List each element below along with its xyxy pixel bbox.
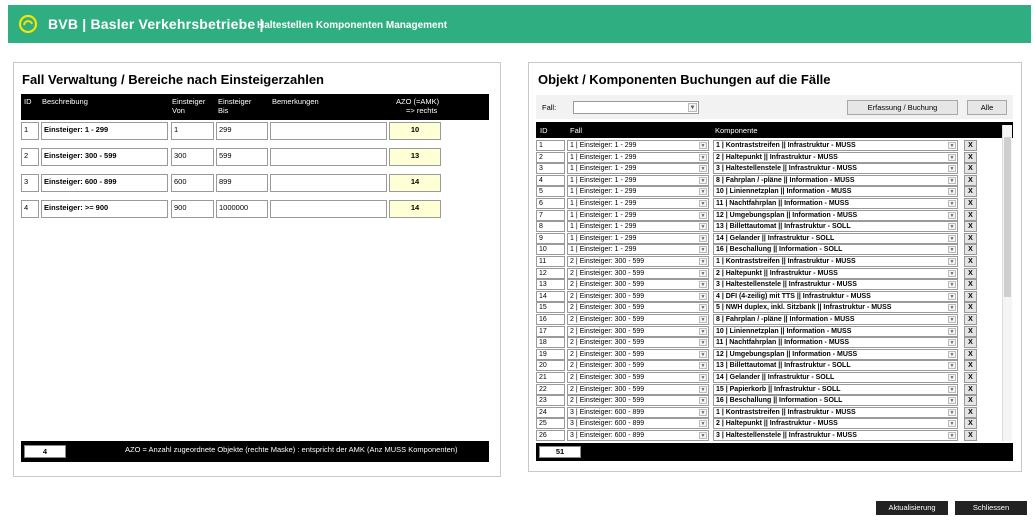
fall-beschreibung[interactable]: Einsteiger: >= 900 bbox=[41, 200, 168, 218]
buchung-id[interactable]: 6 bbox=[536, 198, 565, 209]
fall-count: 4 bbox=[24, 445, 66, 458]
filter-bar bbox=[536, 95, 1013, 119]
buchung-row bbox=[536, 314, 1006, 325]
buchung-row bbox=[536, 337, 1006, 348]
chevron-down-icon: ▼ bbox=[700, 375, 706, 381]
buchung-fall-value: 2 | Einsteiger: 300 - 599 bbox=[570, 258, 645, 265]
chevron-down-icon: ▼ bbox=[949, 305, 955, 312]
fall-verwaltung-panel bbox=[13, 62, 501, 477]
chevron-down-icon: ▼ bbox=[700, 386, 706, 393]
delete-button[interactable]: X bbox=[964, 395, 977, 406]
chevron-down-icon: ▼ bbox=[700, 235, 706, 242]
buchung-row bbox=[536, 140, 1006, 151]
buchung-id[interactable]: 1 bbox=[536, 140, 565, 151]
delete-button[interactable]: X bbox=[964, 326, 977, 337]
table-scrollbar[interactable] bbox=[1002, 125, 1012, 441]
buchung-id[interactable]: 16 bbox=[536, 314, 565, 325]
buchung-komponente-select[interactable] bbox=[713, 337, 958, 348]
chevron-down-icon: ▼ bbox=[700, 247, 706, 254]
chevron-down-icon: ▼ bbox=[949, 421, 955, 428]
col-von-1: Einsteiger bbox=[172, 97, 206, 106]
fall-azo: 14 bbox=[389, 174, 441, 192]
komponenten-buchungen-panel bbox=[528, 62, 1022, 472]
aktualisierung-button[interactable]: Aktualisierung bbox=[876, 501, 948, 515]
buchung-komponente-value: 14 | Gelander || Infrastruktur - SOLL bbox=[716, 234, 835, 242]
buchung-fall-select[interactable] bbox=[567, 430, 709, 441]
delete-button[interactable]: X bbox=[964, 337, 977, 348]
delete-button[interactable]: X bbox=[964, 210, 977, 221]
buchung-komponente-select[interactable] bbox=[713, 186, 958, 197]
chevron-down-icon: ▼ bbox=[700, 328, 706, 335]
fall-filter-label: Fall: bbox=[542, 103, 557, 112]
chevron-down-icon: ▼ bbox=[949, 201, 955, 207]
buchung-komponente-select[interactable] bbox=[713, 430, 958, 441]
fall-table-footer bbox=[21, 441, 489, 462]
buchung-fall-value: 2 | Einsteiger: 300 - 599 bbox=[570, 397, 645, 405]
buchung-id[interactable]: 13 bbox=[536, 279, 565, 290]
delete-button[interactable]: X bbox=[964, 198, 977, 209]
buchung-row bbox=[536, 175, 1006, 186]
buchung-fall-value: 1 | Einsteiger: 1 - 299 bbox=[570, 153, 637, 161]
chevron-down-icon: ▼ bbox=[700, 363, 706, 370]
fall-beschreibung[interactable]: Einsteiger: 1 - 299 bbox=[41, 122, 168, 140]
fall-bis[interactable]: 299 bbox=[216, 122, 268, 140]
buchung-fall-select[interactable] bbox=[567, 279, 709, 290]
fall-footer-note: AZO = Anzahl zugeordnete Objekte (rechte Maske) : entspricht der AMK (Anz MUSS Komponenten) bbox=[125, 445, 458, 454]
fall-id[interactable]: 1 bbox=[21, 122, 39, 140]
buchung-komponente-value: 4 | DFI (4-zeilig) mit TTS || Infrastruktur - MUSS bbox=[716, 292, 871, 300]
chevron-down-icon: ▼ bbox=[700, 293, 706, 300]
buchung-fall-value: 1 | Einsteiger: 1 - 299 bbox=[570, 165, 637, 173]
buchung-fall-select[interactable] bbox=[567, 152, 709, 163]
buchung-fall-value: 1 | Einsteiger: 1 - 299 bbox=[570, 188, 637, 196]
right-panel-title: Objekt / Komponenten Buchungen auf die Fälle bbox=[538, 72, 831, 87]
buchung-id[interactable]: 3 bbox=[536, 163, 565, 174]
chevron-down-icon: ▼ bbox=[949, 235, 955, 242]
buchung-row bbox=[536, 302, 1006, 313]
fall-von[interactable]: 600 bbox=[171, 174, 214, 192]
chevron-down-icon: ▼ bbox=[700, 143, 706, 149]
fall-table-header bbox=[21, 94, 489, 120]
buchung-komponente-select[interactable] bbox=[713, 314, 958, 325]
buchung-fall-select[interactable] bbox=[567, 210, 709, 221]
buchung-row bbox=[536, 186, 1006, 197]
buchung-id[interactable]: 4 bbox=[536, 175, 565, 186]
fall-azo: 13 bbox=[389, 148, 441, 166]
chevron-down-icon: ▼ bbox=[700, 212, 706, 219]
fall-bis[interactable]: 599 bbox=[216, 148, 268, 166]
chevron-down-icon: ▼ bbox=[700, 433, 706, 439]
col-fall: Fall bbox=[570, 126, 583, 135]
delete-button[interactable]: X bbox=[964, 360, 977, 371]
chevron-down-icon: ▼ bbox=[949, 270, 955, 277]
buchung-komponente-select[interactable] bbox=[713, 268, 958, 279]
buchung-row bbox=[536, 210, 1006, 221]
delete-button[interactable]: X bbox=[964, 384, 977, 395]
buchung-row bbox=[536, 152, 1006, 163]
buchung-komponente-value: 2 | Haltepunkt || Infrastruktur - MUSS bbox=[716, 153, 838, 161]
delete-button[interactable]: X bbox=[964, 349, 977, 360]
buchung-komponente-value: 11 | Nachtfahrplan || Information - MUSS bbox=[716, 200, 850, 207]
buchung-table-header bbox=[536, 122, 1013, 138]
buchung-row bbox=[536, 163, 1006, 174]
buchung-fall-value: 1 | Einsteiger: 1 - 299 bbox=[570, 176, 637, 184]
buchung-fall-value: 2 | Einsteiger: 300 - 599 bbox=[570, 304, 645, 312]
buchung-row bbox=[536, 430, 1006, 441]
delete-button[interactable]: X bbox=[964, 372, 977, 383]
delete-button[interactable]: X bbox=[964, 221, 977, 232]
buchung-row bbox=[536, 221, 1006, 232]
buchung-komponente-select[interactable] bbox=[713, 140, 958, 151]
chevron-down-icon: ▼ bbox=[949, 375, 955, 381]
buchung-fall-select[interactable] bbox=[567, 349, 709, 360]
buchung-fall-value: 2 | Einsteiger: 300 - 599 bbox=[570, 281, 645, 289]
buchung-row bbox=[536, 349, 1006, 360]
buchung-komponente-value: 3 | Haltestellenstele || Infrastruktur - MUSS bbox=[716, 432, 857, 439]
fall-von[interactable]: 1 bbox=[171, 122, 214, 140]
buchung-komponente-select[interactable] bbox=[713, 326, 958, 337]
buchung-komponente-value: 13 | Billettautomat || Infrastruktur - SOLL bbox=[716, 223, 851, 231]
buchung-komponente-select[interactable] bbox=[713, 256, 958, 267]
delete-button[interactable]: X bbox=[964, 152, 977, 163]
buchung-komponente-value: 12 | Umgebungsplan || Information - MUSS bbox=[716, 350, 858, 358]
buchung-fall-value: 2 | Einsteiger: 300 - 599 bbox=[570, 269, 645, 277]
buchung-fall-value: 1 | Einsteiger: 1 - 299 bbox=[570, 200, 637, 207]
chevron-down-icon: ▼ bbox=[949, 398, 955, 405]
buchung-fall-select[interactable] bbox=[567, 418, 709, 429]
buchung-fall-value: 1 | Einsteiger: 1 - 299 bbox=[570, 142, 637, 149]
buchung-fall-select[interactable] bbox=[567, 291, 709, 302]
delete-button[interactable]: X bbox=[964, 279, 977, 290]
buchung-fall-select[interactable] bbox=[567, 395, 709, 406]
buchung-fall-value: 2 | Einsteiger: 300 - 599 bbox=[570, 350, 645, 358]
buchung-fall-select[interactable] bbox=[567, 326, 709, 337]
fall-bemerkungen[interactable] bbox=[270, 148, 387, 166]
chevron-down-icon: ▼ bbox=[949, 317, 955, 323]
chevron-down-icon: ▼ bbox=[700, 340, 706, 347]
chevron-down-icon: ▼ bbox=[949, 293, 955, 300]
buchung-fall-value: 2 | Einsteiger: 300 - 599 bbox=[570, 385, 645, 393]
delete-button[interactable]: X bbox=[964, 407, 977, 418]
buchung-fall-select[interactable] bbox=[567, 372, 709, 383]
delete-button[interactable]: X bbox=[964, 302, 977, 313]
buchung-komponente-value: 11 | Nachtfahrplan || Information - MUSS bbox=[716, 339, 850, 347]
bvb-logo-icon bbox=[18, 14, 38, 34]
chevron-down-icon: ▼ bbox=[949, 189, 955, 196]
buchung-komponente-value: 3 | Haltestellenstele || Infrastruktur - MUSS bbox=[716, 165, 857, 173]
buchung-fall-value: 1 | Einsteiger: 1 - 299 bbox=[570, 211, 637, 219]
buchung-row bbox=[536, 244, 1006, 255]
chevron-down-icon: ▼ bbox=[949, 409, 955, 416]
delete-button[interactable]: X bbox=[964, 268, 977, 279]
buchung-komponente-value: 1 | Kontraststreifen || Infrastruktur - MUSS bbox=[716, 258, 856, 265]
buchung-komponente-value: 2 | Haltepunkt || Infrastruktur - MUSS bbox=[716, 420, 838, 428]
chevron-down-icon: ▼ bbox=[700, 317, 706, 323]
col-komponente: Komponente bbox=[715, 126, 758, 135]
delete-button[interactable]: X bbox=[964, 256, 977, 267]
col-bemerkungen: Bemerkungen bbox=[272, 97, 319, 106]
delete-button[interactable]: X bbox=[964, 233, 977, 244]
buchung-komponente-select[interactable] bbox=[713, 302, 958, 313]
chevron-down-icon: ▼ bbox=[949, 247, 955, 254]
buchung-id[interactable]: 8 bbox=[536, 221, 565, 232]
buchung-id[interactable]: 19 bbox=[536, 349, 565, 360]
buchung-row bbox=[536, 372, 1006, 383]
fall-beschreibung[interactable]: Einsteiger: 600 - 899 bbox=[41, 174, 168, 192]
col-azo-1: AZO (=AMK) bbox=[396, 97, 440, 106]
chevron-down-icon: ▼ bbox=[700, 189, 706, 196]
scrollbar-thumb[interactable] bbox=[1004, 137, 1011, 297]
fall-azo: 14 bbox=[389, 200, 441, 218]
buchung-fall-select[interactable] bbox=[567, 302, 709, 313]
app-subtitle: Haltestellen Komponenten Management bbox=[257, 20, 448, 31]
buchung-komponente-value: 15 | Papierkorb || Infrastruktur - SOLL bbox=[716, 385, 841, 393]
chevron-down-icon: ▼ bbox=[949, 212, 955, 219]
buchung-id[interactable]: 15 bbox=[536, 302, 565, 313]
chevron-down-icon: ▼ bbox=[700, 351, 706, 358]
chevron-down-icon: ▼ bbox=[700, 177, 706, 184]
chevron-down-icon: ▼ bbox=[700, 224, 706, 231]
chevron-down-icon: ▼ bbox=[949, 433, 955, 439]
left-panel-title: Fall Verwaltung / Bereiche nach Einsteigerzahlen bbox=[22, 72, 324, 87]
buchung-fall-value: 2 | Einsteiger: 300 - 599 bbox=[570, 292, 645, 300]
buchung-komponente-value: 8 | Fahrplan / -pläne || Information - MUSS bbox=[716, 316, 855, 323]
buchung-id[interactable]: 5 bbox=[536, 186, 565, 197]
buchung-id[interactable]: 21 bbox=[536, 372, 565, 383]
fall-bis[interactable]: 899 bbox=[216, 174, 268, 192]
buchung-count: 51 bbox=[539, 446, 581, 458]
buchung-fall-select[interactable] bbox=[567, 268, 709, 279]
buchung-fall-value: 1 | Einsteiger: 1 - 299 bbox=[570, 223, 637, 231]
fall-filter-select[interactable] bbox=[573, 101, 699, 114]
chevron-down-icon: ▼ bbox=[700, 201, 706, 207]
buchung-komponente-select[interactable] bbox=[713, 221, 958, 232]
buchung-fall-value: 1 | Einsteiger: 1 - 299 bbox=[570, 246, 637, 254]
buchung-komponente-select[interactable] bbox=[713, 175, 958, 186]
buchung-row bbox=[536, 233, 1006, 244]
buchung-row bbox=[536, 291, 1006, 302]
buchung-fall-select[interactable] bbox=[567, 140, 709, 151]
app-title: BVB | Basler Verkehrsbetriebe | bbox=[48, 16, 264, 32]
buchung-komponente-value: 2 | Haltepunkt || Infrastruktur - MUSS bbox=[716, 269, 838, 277]
buchung-komponente-select[interactable] bbox=[713, 198, 958, 209]
buchung-table-body bbox=[536, 140, 1013, 442]
buchung-komponente-select[interactable] bbox=[713, 210, 958, 221]
buchung-row bbox=[536, 198, 1006, 209]
buchung-komponente-select[interactable] bbox=[713, 291, 958, 302]
buchung-fall-select[interactable] bbox=[567, 360, 709, 371]
fall-bemerkungen[interactable] bbox=[270, 122, 387, 140]
buchung-komponente-value: 12 | Umgebungsplan || Information - MUSS bbox=[716, 211, 858, 219]
buchung-fall-value: 2 | Einsteiger: 300 - 599 bbox=[570, 339, 645, 347]
alle-button[interactable]: Alle bbox=[967, 100, 1007, 115]
chevron-down-icon: ▼ bbox=[949, 363, 955, 370]
fall-beschreibung[interactable]: Einsteiger: 300 - 599 bbox=[41, 148, 168, 166]
col-bis-1: Einsteiger bbox=[218, 97, 252, 106]
buchung-fall-select[interactable] bbox=[567, 233, 709, 244]
chevron-down-icon: ▼ bbox=[700, 154, 706, 161]
buchung-fall-value: 3 | Einsteiger: 600 - 899 bbox=[570, 432, 645, 439]
erfassung-buchung-button[interactable]: Erfassung / Buchung bbox=[847, 100, 958, 115]
fall-bis[interactable]: 1000000 bbox=[216, 200, 268, 218]
buchung-fall-value: 2 | Einsteiger: 300 - 599 bbox=[570, 316, 645, 323]
fall-von[interactable]: 300 bbox=[171, 148, 214, 166]
delete-button[interactable]: X bbox=[964, 314, 977, 325]
buchung-komponente-select[interactable] bbox=[713, 407, 958, 418]
buchung-komponente-value: 5 | NWH duplex, inkl. Sitzbank || Infrastruktur - MUSS bbox=[716, 304, 892, 312]
buchung-komponente-select[interactable] bbox=[713, 279, 958, 290]
buchung-row bbox=[536, 256, 1006, 267]
fall-id[interactable]: 2 bbox=[21, 148, 39, 166]
chevron-down-icon: ▼ bbox=[700, 259, 706, 265]
buchung-fall-select[interactable] bbox=[567, 244, 709, 255]
chevron-down-icon: ▼ bbox=[689, 105, 696, 111]
chevron-down-icon: ▼ bbox=[700, 270, 706, 277]
chevron-down-icon: ▼ bbox=[700, 421, 706, 428]
buchung-komponente-select[interactable] bbox=[713, 372, 958, 383]
chevron-down-icon: ▼ bbox=[700, 409, 706, 416]
buchung-komponente-value: 14 | Gelander || Infrastruktur - SOLL bbox=[716, 374, 835, 381]
delete-button[interactable]: X bbox=[964, 244, 977, 255]
buchung-table-footer bbox=[536, 443, 1013, 461]
chevron-down-icon: ▼ bbox=[700, 305, 706, 312]
delete-button[interactable]: X bbox=[964, 163, 977, 174]
chevron-down-icon: ▼ bbox=[949, 386, 955, 393]
buchung-komponente-select[interactable] bbox=[713, 244, 958, 255]
buchung-komponente-value: 3 | Haltestellenstele || Infrastruktur - MUSS bbox=[716, 281, 857, 289]
buchung-komponente-select[interactable] bbox=[713, 384, 958, 395]
buchung-id[interactable]: 14 bbox=[536, 291, 565, 302]
buchung-fall-select[interactable] bbox=[567, 384, 709, 395]
buchung-id[interactable]: 23 bbox=[536, 395, 565, 406]
buchung-id[interactable]: 2 bbox=[536, 152, 565, 163]
buchung-fall-select[interactable] bbox=[567, 314, 709, 325]
buchung-fall-value: 3 | Einsteiger: 600 - 899 bbox=[570, 408, 645, 416]
buchung-fall-value: 2 | Einsteiger: 300 - 599 bbox=[570, 362, 645, 370]
buchung-id[interactable]: 11 bbox=[536, 256, 565, 267]
col-id: ID bbox=[540, 126, 548, 135]
fall-bemerkungen[interactable] bbox=[270, 174, 387, 192]
buchung-komponente-value: 16 | Beschallung || Information - SOLL bbox=[716, 397, 843, 405]
buchung-komponente-select[interactable] bbox=[713, 349, 958, 360]
buchung-id[interactable]: 20 bbox=[536, 360, 565, 371]
chevron-down-icon: ▼ bbox=[949, 143, 955, 149]
buchung-komponente-value: 10 | Liniennetzplan || Information - MUSS bbox=[716, 188, 852, 196]
buchung-id[interactable]: 17 bbox=[536, 326, 565, 337]
buchung-komponente-select[interactable] bbox=[713, 163, 958, 174]
delete-button[interactable]: X bbox=[964, 175, 977, 186]
buchung-fall-value: 1 | Einsteiger: 1 - 299 bbox=[570, 234, 637, 242]
buchung-id[interactable]: 24 bbox=[536, 407, 565, 418]
chevron-down-icon: ▼ bbox=[700, 282, 706, 289]
buchung-id[interactable]: 26 bbox=[536, 430, 565, 441]
delete-button[interactable]: X bbox=[964, 140, 977, 151]
buchung-komponente-value: 8 | Fahrplan / -pläne || Information - MUSS bbox=[716, 176, 855, 184]
chevron-down-icon: ▼ bbox=[949, 351, 955, 358]
col-von-2: Von bbox=[172, 106, 185, 115]
col-azo-2: => rechts bbox=[406, 106, 438, 115]
fall-von[interactable]: 900 bbox=[171, 200, 214, 218]
buchung-komponente-value: 1 | Kontraststreifen || Infrastruktur - MUSS bbox=[716, 142, 856, 149]
buchung-id[interactable]: 18 bbox=[536, 337, 565, 348]
buchung-komponente-select[interactable] bbox=[713, 418, 958, 429]
buchung-fall-select[interactable] bbox=[567, 256, 709, 267]
buchung-row bbox=[536, 326, 1006, 337]
app-header bbox=[8, 5, 1031, 43]
buchung-fall-select[interactable] bbox=[567, 163, 709, 174]
buchung-id[interactable]: 7 bbox=[536, 210, 565, 221]
buchung-fall-select[interactable] bbox=[567, 407, 709, 418]
buchung-id[interactable]: 22 bbox=[536, 384, 565, 395]
buchung-fall-select[interactable] bbox=[567, 337, 709, 348]
buchung-fall-value: 2 | Einsteiger: 300 - 599 bbox=[570, 374, 645, 381]
chevron-down-icon: ▼ bbox=[700, 398, 706, 405]
buchung-komponente-select[interactable] bbox=[713, 233, 958, 244]
chevron-down-icon: ▼ bbox=[949, 177, 955, 184]
buchung-komponente-value: 13 | Billettautomat || Infrastruktur - SOLL bbox=[716, 362, 851, 370]
buchung-komponente-value: 1 | Kontraststreifen || Infrastruktur - MUSS bbox=[716, 408, 856, 416]
buchung-row bbox=[536, 407, 1006, 418]
chevron-down-icon: ▼ bbox=[949, 166, 955, 173]
buchung-id[interactable]: 25 bbox=[536, 418, 565, 429]
buchung-komponente-value: 16 | Beschallung || Information - SOLL bbox=[716, 246, 843, 254]
chevron-down-icon: ▼ bbox=[700, 166, 706, 173]
buchung-row bbox=[536, 360, 1006, 371]
buchung-fall-select[interactable] bbox=[567, 198, 709, 209]
chevron-down-icon: ▼ bbox=[949, 259, 955, 265]
col-bis-2: Bis bbox=[218, 106, 229, 115]
col-id: ID bbox=[24, 97, 32, 106]
buchung-row bbox=[536, 395, 1006, 406]
schliessen-button[interactable]: Schliessen bbox=[955, 501, 1027, 515]
buchung-komponente-select[interactable] bbox=[713, 152, 958, 163]
chevron-down-icon: ▼ bbox=[949, 154, 955, 161]
buchung-fall-select[interactable] bbox=[567, 221, 709, 232]
buchung-komponente-value: 10 | Liniennetzplan || Information - MUSS bbox=[716, 327, 852, 335]
buchung-id[interactable]: 10 bbox=[536, 244, 565, 255]
chevron-down-icon: ▼ bbox=[949, 340, 955, 347]
buchung-id[interactable]: 12 bbox=[536, 268, 565, 279]
delete-button[interactable]: X bbox=[964, 291, 977, 302]
delete-button[interactable]: X bbox=[964, 418, 977, 429]
buchung-fall-value: 3 | Einsteiger: 600 - 899 bbox=[570, 420, 645, 428]
delete-button[interactable]: X bbox=[964, 430, 977, 441]
fall-bemerkungen[interactable] bbox=[270, 200, 387, 218]
fall-id[interactable]: 3 bbox=[21, 174, 39, 192]
buchung-komponente-select[interactable] bbox=[713, 360, 958, 371]
delete-button[interactable]: X bbox=[964, 186, 977, 197]
fall-id[interactable]: 4 bbox=[21, 200, 39, 218]
buchung-fall-select[interactable] bbox=[567, 175, 709, 186]
chevron-down-icon: ▼ bbox=[949, 282, 955, 289]
buchung-id[interactable]: 9 bbox=[536, 233, 565, 244]
buchung-row bbox=[536, 268, 1006, 279]
buchung-fall-value: 2 | Einsteiger: 300 - 599 bbox=[570, 327, 645, 335]
buchung-row bbox=[536, 279, 1006, 290]
buchung-fall-select[interactable] bbox=[567, 186, 709, 197]
chevron-down-icon: ▼ bbox=[949, 224, 955, 231]
chevron-down-icon: ▼ bbox=[949, 328, 955, 335]
fall-azo: 10 bbox=[389, 122, 441, 140]
buchung-row bbox=[536, 384, 1006, 395]
col-beschreibung: Beschreibung bbox=[42, 97, 88, 106]
buchung-row bbox=[536, 418, 1006, 429]
buchung-komponente-select[interactable] bbox=[713, 395, 958, 406]
